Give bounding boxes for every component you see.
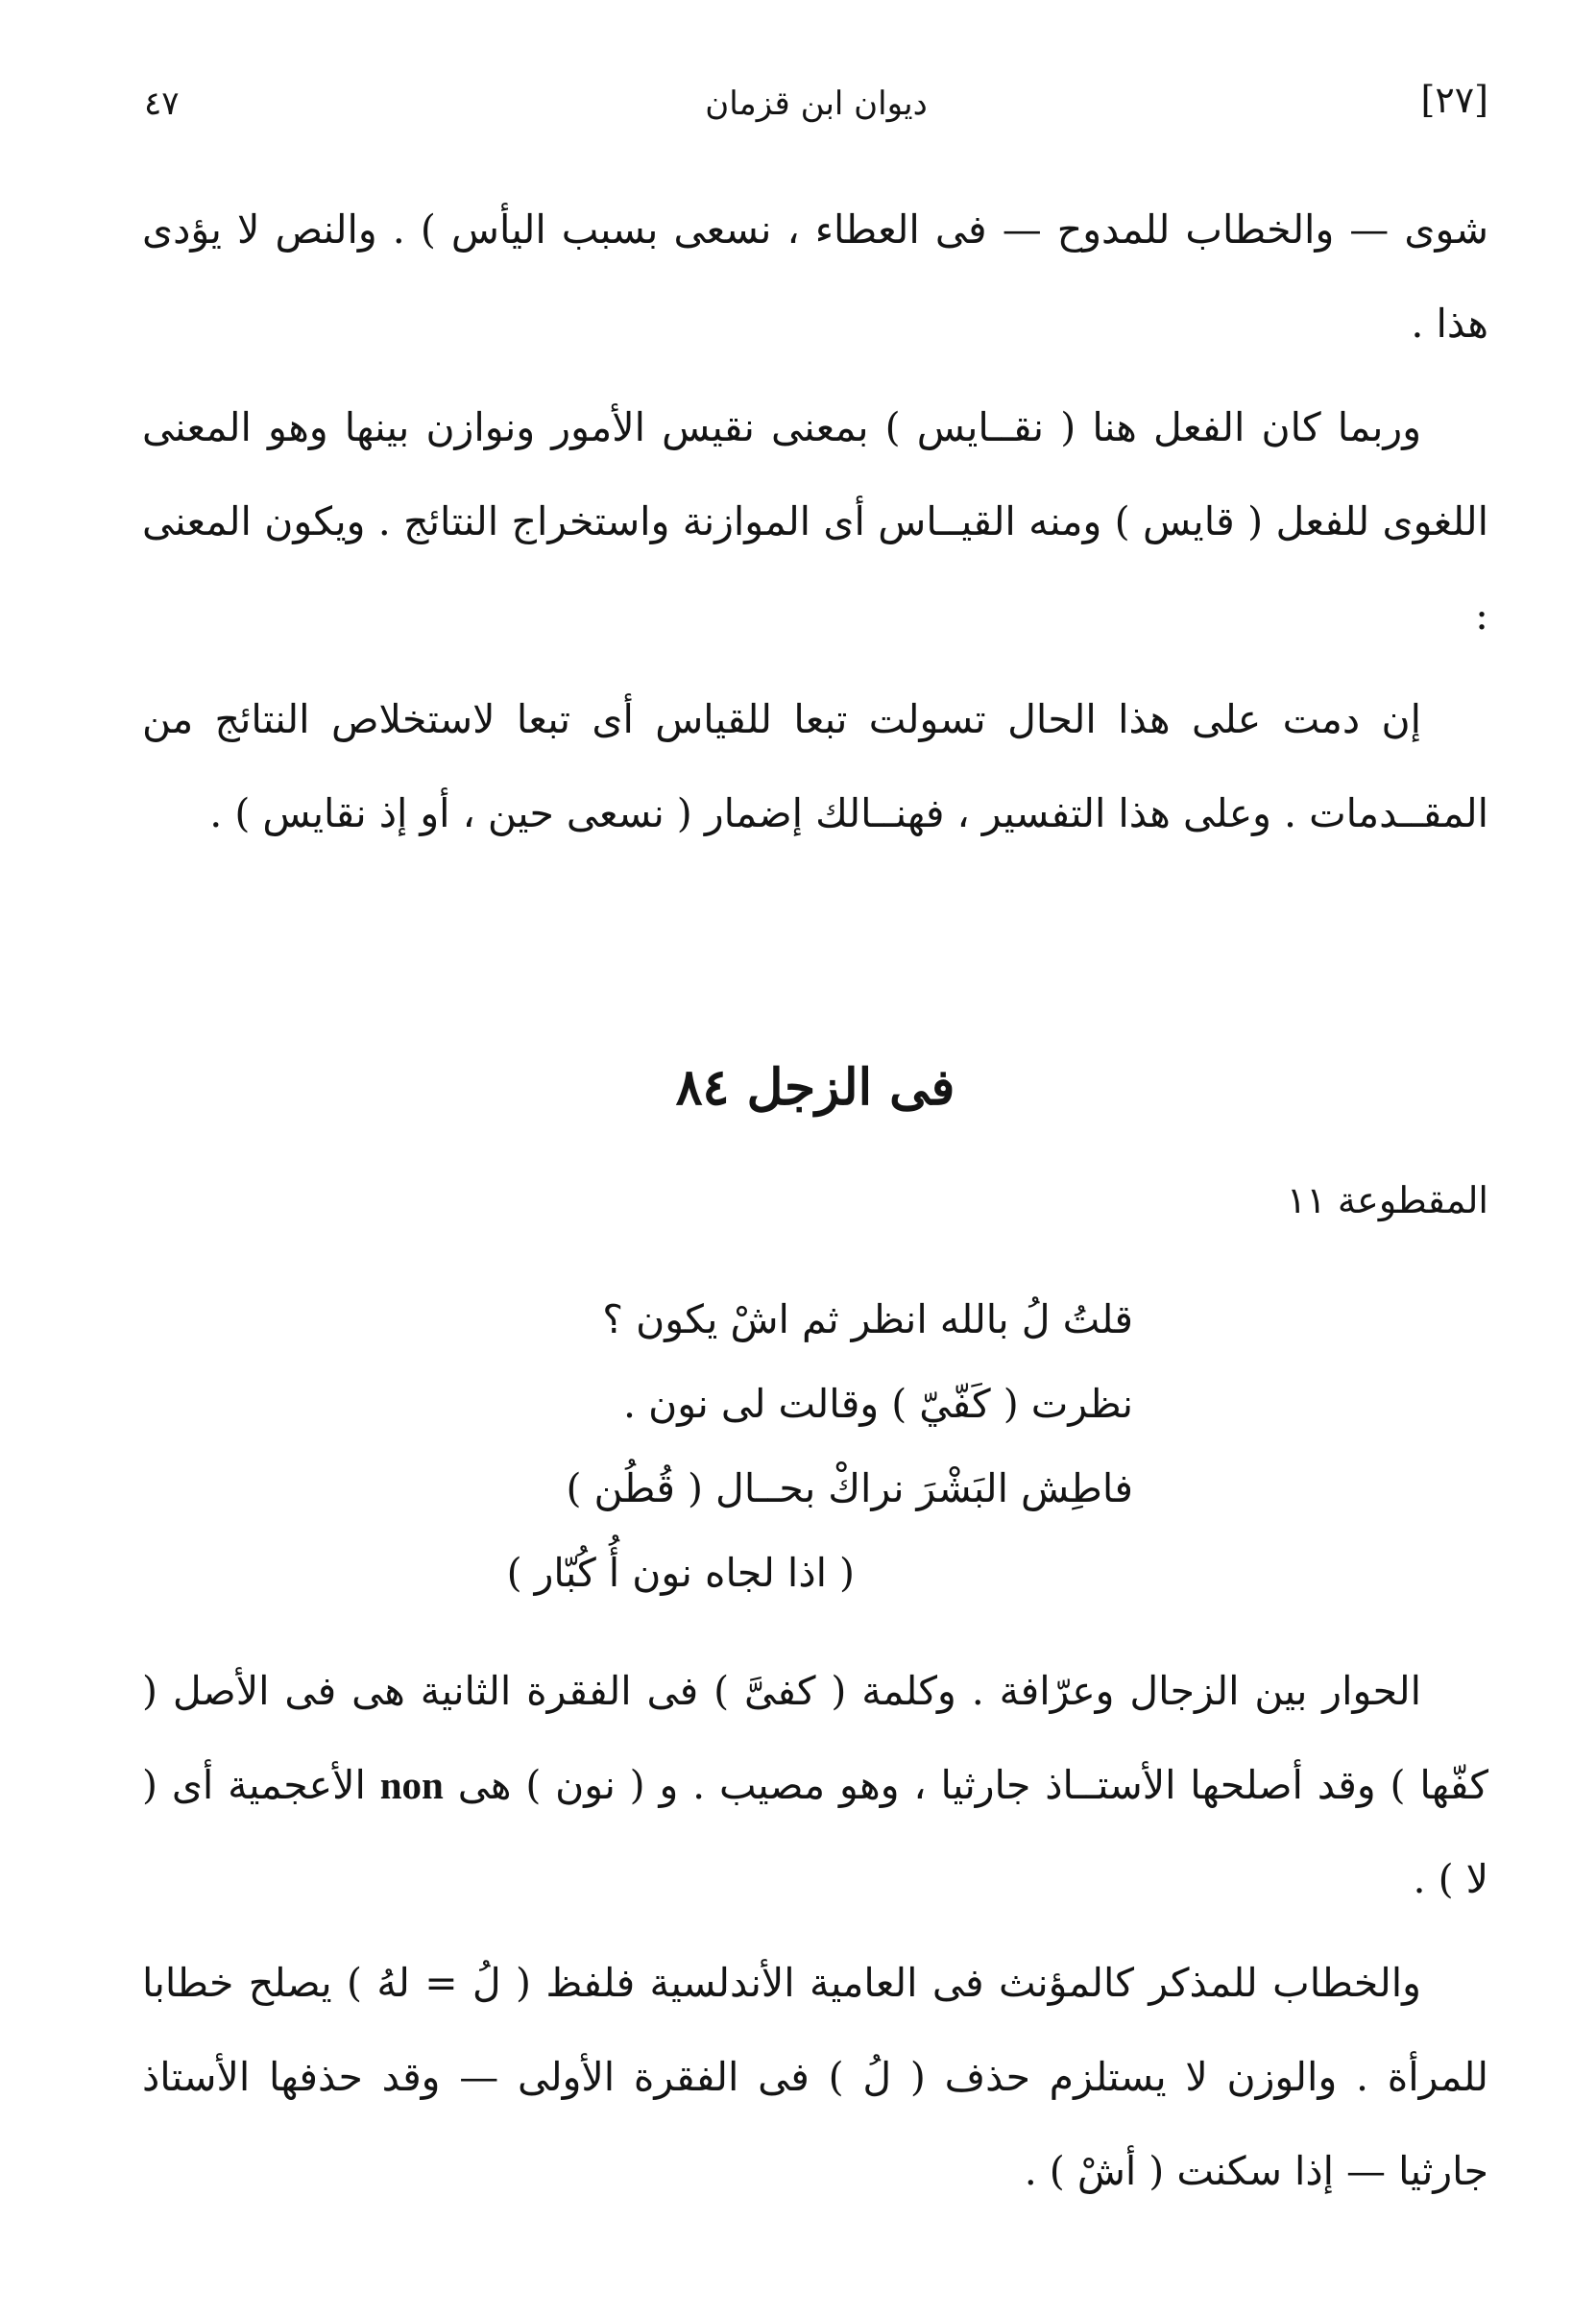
page-number: ٤٧ <box>144 84 180 123</box>
verse-line-4: ( اذا لجاه نون أُ كُبّار ) <box>506 1550 855 1596</box>
fragment-label: المقطوعة ١١ <box>1286 1179 1488 1221</box>
paragraph-5: والخطاب للمذكر كالمؤنث فى العامية الأندلسية فلفظ ( لُ = لهُ ) يصلح خطابا للمرأة . والوزن لا يستلزم حذف ( لُ ) فى الفقرة الأولى — وقد حذفها الأستاذ جارثيا — إذا سكنت ( أشْ ) . <box>142 1960 1488 2194</box>
paragraph-4-end: الأعجمية أى ( لا ) . <box>142 1762 1488 1902</box>
verse-block <box>288 1277 1133 1615</box>
foreign-word-non: non <box>379 1763 444 1807</box>
paragraph-4-text: الحوار بين الزجال وعرّافة . وكلمة ( كفىَّ ) فى الفقرة الثانية هى فى الأصل ( كفّها ) وقد أصلحها الأستــاذ جارثيا ، وهو مصيب . و ( نون ) هى <box>142 1668 1488 1808</box>
page-header <box>144 75 1488 142</box>
verse-line-3: فاطِش البَشْرَ نراكْ بحــال ( قُطُن ) <box>566 1465 1133 1511</box>
commentary-top <box>142 182 1488 860</box>
paragraph-1: شوى — والخطاب للمدوح — فى العطاء ، نسعى بسبب اليأس ) . والنص لا يؤدى هذا . <box>142 206 1488 347</box>
running-title: ديوان ابن قزمان <box>705 84 928 123</box>
paragraph-4 <box>142 1644 1488 1926</box>
section-number: [٢٧] <box>1420 79 1488 121</box>
section-title: فى الزجل ٨٤ <box>675 1058 955 1117</box>
verse-line-1: قلتُ لُ بالله انظر ثم اشْ يكون ؟ <box>602 1296 1133 1342</box>
verse-line-2: نظرت ( كَفّيّ ) وقالت لى نون . <box>623 1381 1133 1427</box>
paragraph-3: إن دمت على هذا الحال تسولت تبعا للقياس أى تبعا لاستخلاص النتائج من المقــدمات . وعلى هذا التفسير ، فهنــالك إضمار ( نسعى حين ، أو إذ نقايس ) . <box>142 696 1488 836</box>
paragraph-2: وربما كان الفعل هنا ( نقــايس ) بمعنى نقيس الأمور ونوازن بينها وهو المعنى اللغوى للفعل ( قايس ) ومنه القيــاس أى الموازنة واستخراج النتائج . ويكون المعنى : <box>142 404 1488 639</box>
commentary-bottom <box>142 1644 1488 2218</box>
